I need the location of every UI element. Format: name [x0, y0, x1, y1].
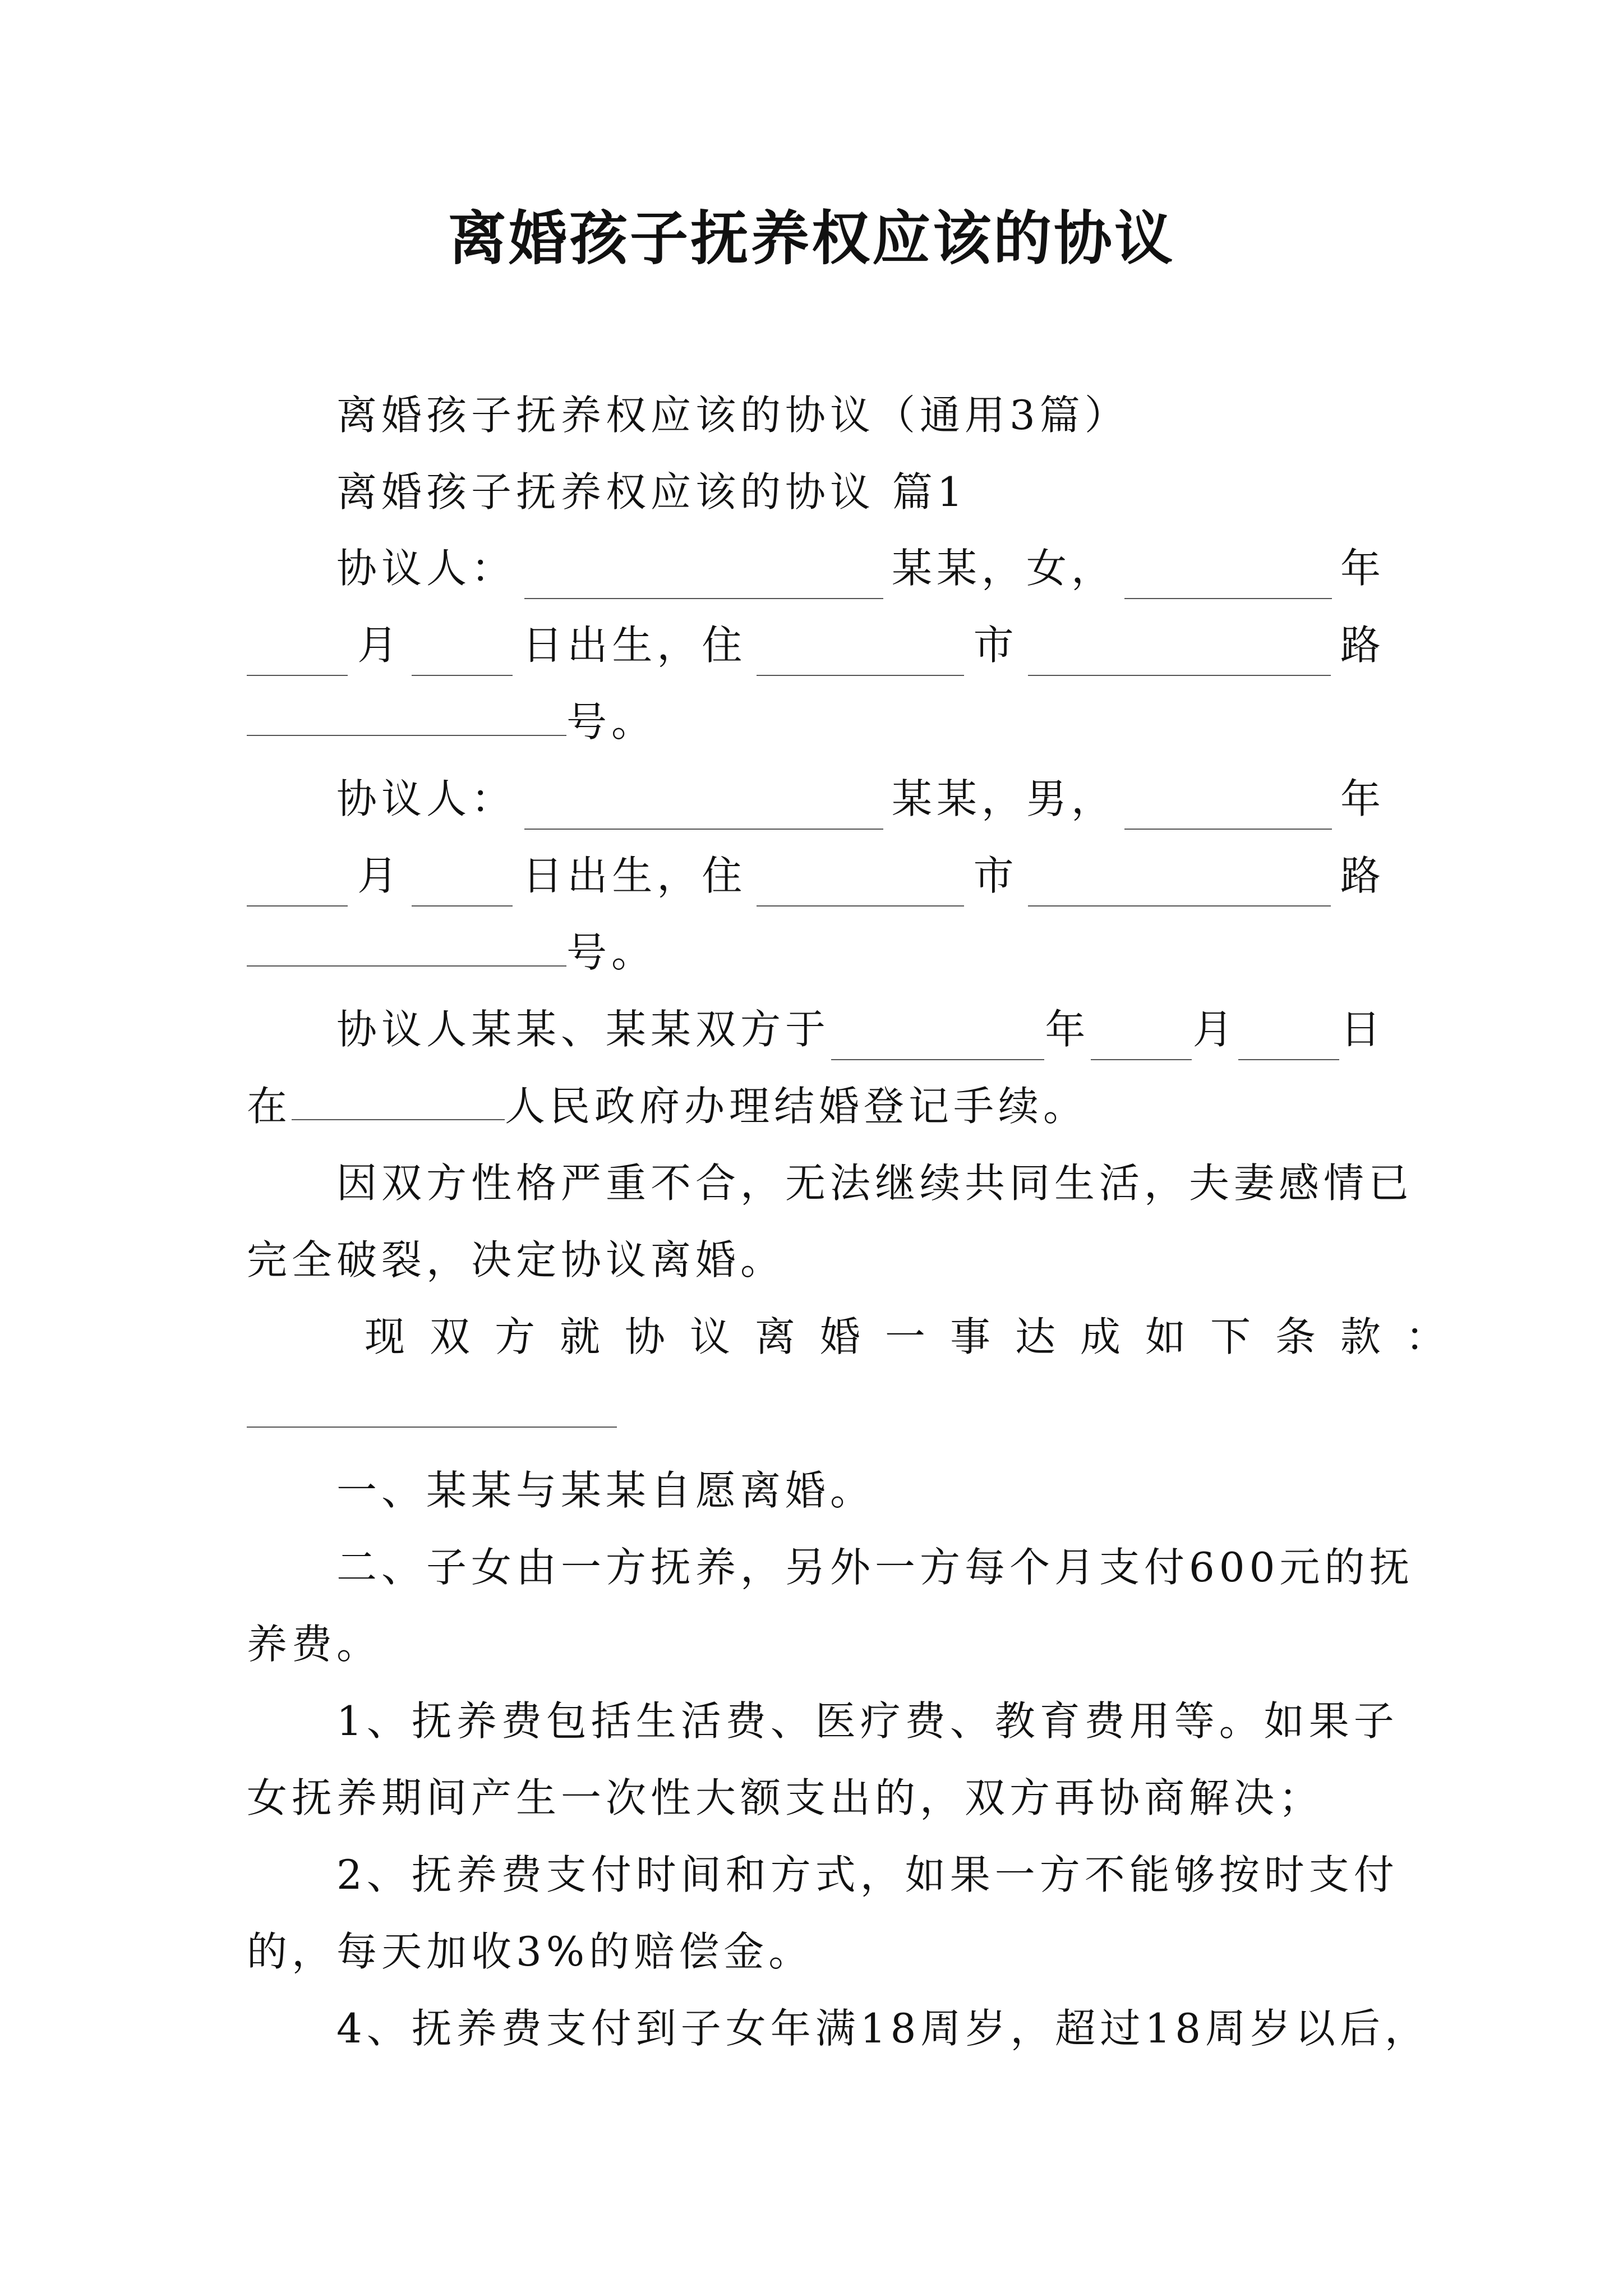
marriage-line1: [336, 999, 1385, 1060]
party2-day-blank: [412, 865, 513, 907]
clause-2-4-line1: 4、抚养费支付到子女年满18周岁，超过18周岁以后，: [336, 2005, 1430, 2052]
marriage-line2: [247, 1075, 1385, 1137]
clause-2-2-line1: 2、抚养费支付时间和方式，如果一方不能够按时支付: [336, 1851, 1399, 1898]
reason-line1: 因双方性格严重不合，无法继续共同生活，夫妻感情已: [336, 1159, 1414, 1207]
marriage-suffix: 人民政府办理结婚登记手续。: [505, 1083, 1089, 1130]
party2-year-blank: [1124, 788, 1332, 830]
reason-line2: 完全破裂，决定协议离婚。: [247, 1236, 786, 1283]
party1-number-label: 号。: [566, 698, 657, 746]
party2-month-blank: [247, 865, 348, 907]
clause-2-1-line2: 女抚养期间产生一次性大额支出的，双方再协商解决；: [247, 1774, 1324, 1821]
clause-2-line2: 养费。: [247, 1621, 382, 1668]
clause-2-line1: 二、子女由一方抚养，另外一方每个月支付600元的抚: [336, 1544, 1414, 1591]
party1-city-blank: [757, 634, 964, 676]
marriage-at-label: 在: [247, 1083, 292, 1130]
party2-number-blank: [247, 925, 566, 967]
party1-year-blank: [1124, 558, 1332, 599]
party2-number-label: 号。: [566, 929, 657, 976]
party2-name-blank: [524, 788, 883, 830]
marriage-place-blank: [292, 1079, 505, 1120]
party1-day-blank: [412, 634, 513, 676]
terms-intro: 现双方就协议离婚一事达成如下条款：: [365, 1313, 1471, 1360]
party2-name-suffix: 某某，男，: [891, 775, 1116, 822]
party2-road-label: 路: [1340, 852, 1385, 899]
party2-city-label: 市: [973, 852, 1018, 899]
party1-name-blank: [524, 558, 883, 599]
marriage-year-blank: [831, 1019, 1044, 1060]
party1-day-label: 日出生，住: [522, 622, 747, 669]
marriage-month-blank: [1091, 1019, 1192, 1060]
section-heading: 离婚孩子抚养权应该的协议 篇1: [336, 468, 967, 516]
clause-2-2-line2: 的，每天加收3%的赔偿金。: [247, 1928, 814, 1975]
terms-intro-blank-line: [247, 1383, 1385, 1444]
document-title: 离婚孩子抚养权应该的协议: [448, 204, 1175, 273]
marriage-year-label: 年: [1045, 1006, 1090, 1053]
marriage-day-blank: [1238, 1019, 1339, 1060]
party2-line1: [336, 768, 1385, 830]
party1-road-label: 路: [1340, 622, 1385, 669]
party1-line1: [336, 537, 1385, 599]
party1-line2: [247, 614, 1385, 676]
terms-blank: [247, 1393, 617, 1428]
party1-road-blank: [1028, 634, 1331, 676]
party1-line3: [247, 691, 1385, 753]
party1-city-label: 市: [973, 622, 1018, 669]
party2-line2: [247, 845, 1385, 907]
party1-label: 协议人：: [336, 545, 517, 592]
marriage-month-label: 月: [1192, 1006, 1238, 1053]
party1-month-blank: [247, 634, 348, 676]
party2-road-blank: [1028, 865, 1331, 907]
party1-year-label: 年: [1340, 545, 1385, 592]
party2-day-label: 日出生，住: [522, 852, 747, 899]
marriage-prefix: 协议人某某、某某双方于: [336, 1006, 831, 1053]
party1-name-suffix: 某某，女，: [891, 545, 1116, 592]
clause-2-1-line1: 1、抚养费包括生活费、医疗费、教育费用等。如果子: [336, 1697, 1399, 1745]
subtitle: 离婚孩子抚养权应该的协议（通用3篇）: [336, 392, 1129, 439]
party1-month-label: 月: [357, 622, 403, 669]
party2-month-label: 月: [357, 852, 403, 899]
party2-city-blank: [757, 865, 964, 907]
party1-number-blank: [247, 694, 566, 736]
marriage-day-label: 日: [1340, 1006, 1385, 1053]
party2-label: 协议人：: [336, 775, 517, 822]
party2-line3: [247, 922, 1385, 983]
clause-1: 一、某某与某某自愿离婚。: [336, 1467, 875, 1514]
party2-year-label: 年: [1340, 775, 1385, 822]
